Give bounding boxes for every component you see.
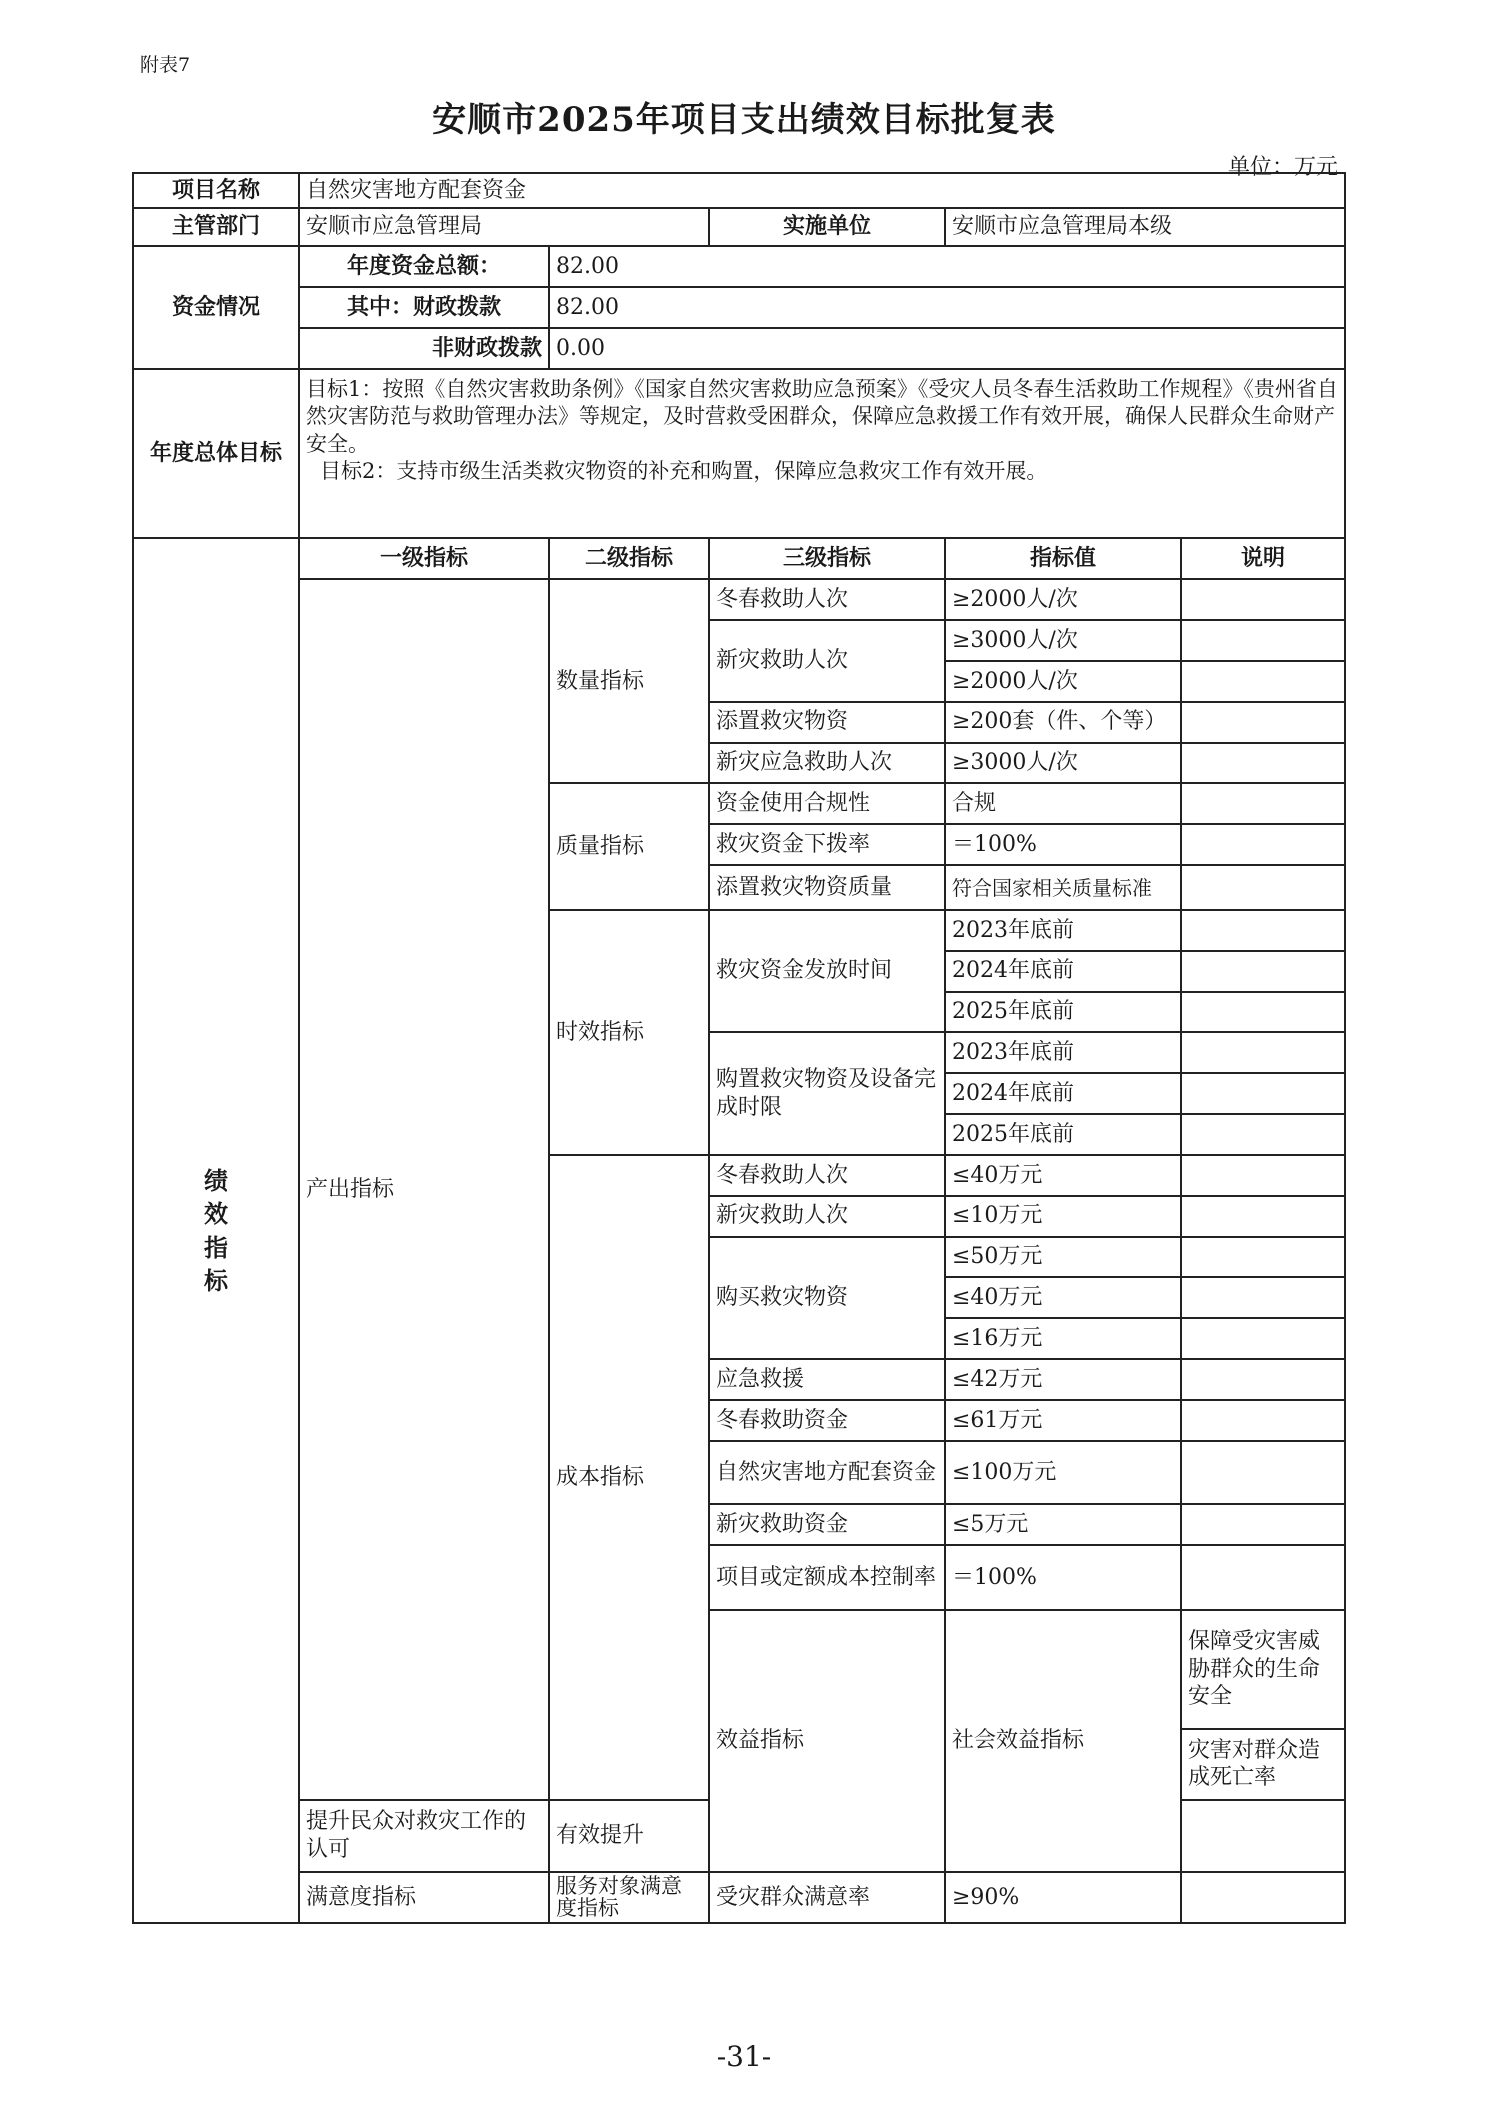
note-cell <box>1181 702 1345 743</box>
impl-unit-label: 实施单位 <box>709 208 945 247</box>
project-name-value: 自然灾害地方配套资金 <box>299 173 1345 208</box>
value-cell: 2024年底前 <box>945 951 1181 992</box>
level3-cell: 救灾资金下拨率 <box>709 824 945 865</box>
level3-cell: 新灾救助人次 <box>709 620 945 702</box>
funds-total-value: 82.00 <box>549 246 1345 287</box>
funds-total-label: 年度资金总额： <box>299 246 549 287</box>
value-cell: ≤61万元 <box>945 1400 1181 1441</box>
timeliness-indicators: 时效指标 <box>549 910 709 1155</box>
note-cell <box>1181 992 1345 1033</box>
note-cell <box>1181 1441 1345 1504</box>
note-cell <box>1181 951 1345 992</box>
note-cell <box>1181 1504 1345 1545</box>
funds-fiscal-label: 其中：财政拨款 <box>299 287 549 328</box>
level3-cell: 项目或定额成本控制率 <box>709 1545 945 1610</box>
value-cell: ＝100% <box>945 1545 1181 1610</box>
value-cell: 2023年底前 <box>945 910 1181 951</box>
funds-fiscal-value: 82.00 <box>549 287 1345 328</box>
note-cell <box>1181 1114 1345 1155</box>
value-cell: ≤40万元 <box>945 1277 1181 1318</box>
value-cell: 2023年底前 <box>945 1032 1181 1073</box>
note-cell <box>1181 1277 1345 1318</box>
annual-goals-label: 年度总体目标 <box>133 369 299 538</box>
level3-cell: 购买救灾物资 <box>709 1237 945 1359</box>
level3-cell: 冬春救助资金 <box>709 1400 945 1441</box>
value-cell: ＝100% <box>945 824 1181 865</box>
page-title: 安顺市2025年项目支出绩效目标批复表 <box>432 100 1056 140</box>
goal-1: 目标1：按照《自然灾害救助条例》《国家自然灾害救助应急预案》《受灾人员冬春生活救助工作规程》《贵州省自然灾害防范与救助管理办法》等规定，及时营救受困群众，保障应急救援工作有效开展，确保人民群众生命财产安全。 <box>306 376 1338 456</box>
level3-cell: 新灾救助资金 <box>709 1504 945 1545</box>
funds-nonfiscal-value: 0.00 <box>549 328 1345 369</box>
value-cell: 2025年底前 <box>945 1114 1181 1155</box>
attachment-label: 附表7 <box>140 54 191 76</box>
value-cell: 2025年底前 <box>945 992 1181 1033</box>
output-indicators: 产出指标 <box>299 579 549 1800</box>
level3-cell: 灾害对群众造成死亡率 <box>1181 1729 1345 1800</box>
level3-cell: 添置救灾物资 <box>709 702 945 743</box>
note-cell <box>1181 1155 1345 1196</box>
impl-unit-value: 安顺市应急管理局本级 <box>945 208 1345 247</box>
value-cell: ≤10万元 <box>945 1196 1181 1237</box>
funds-nonfiscal-label: 非财政拨款 <box>299 328 549 369</box>
benefit-indicators: 效益指标 <box>709 1610 945 1871</box>
note-cell <box>1181 1237 1345 1278</box>
value-cell: ≥3000人/次 <box>945 620 1181 661</box>
level3-cell: 新灾救助人次 <box>709 1196 945 1237</box>
value-cell: ≥2000人/次 <box>945 579 1181 620</box>
note-cell <box>1181 1196 1345 1237</box>
level3-cell: 受灾群众满意率 <box>709 1872 945 1923</box>
value-cell: ≥200套（件、个等） <box>945 702 1181 743</box>
value-cell: ≥2000人/次 <box>945 661 1181 702</box>
value-cell: ≤100万元 <box>945 1441 1181 1504</box>
value-cell: ≤5万元 <box>945 1504 1181 1545</box>
quality-indicators: 质量指标 <box>549 783 709 910</box>
value-cell: ≤42万元 <box>945 1359 1181 1400</box>
note-cell <box>1181 1400 1345 1441</box>
goal-2: 目标2：支持市级生活类救灾物资的补充和购置，保障应急救灾工作有效开展。 <box>320 458 1048 483</box>
header-level1: 一级指标 <box>299 538 549 579</box>
note-cell <box>1181 620 1345 661</box>
unit-label: 单位：万元 <box>1227 155 1338 180</box>
satisfaction-indicators: 满意度指标 <box>299 1872 549 1923</box>
service-satisfaction-indicators: 服务对象满意度指标 <box>549 1872 709 1923</box>
note-cell <box>1181 1545 1345 1610</box>
note-cell <box>1181 1800 1345 1871</box>
header-level2: 二级指标 <box>549 538 709 579</box>
quantity-indicators: 数量指标 <box>549 579 709 783</box>
note-cell <box>1181 824 1345 865</box>
level3-cell: 救灾资金发放时间 <box>709 910 945 1032</box>
note-cell <box>1181 1032 1345 1073</box>
value-cell: ≤50万元 <box>945 1237 1181 1278</box>
value-cell: ≥3000人/次 <box>945 743 1181 784</box>
note-cell <box>1181 661 1345 702</box>
header-note: 说明 <box>1181 538 1345 579</box>
value-cell: ≥90% <box>945 1872 1181 1923</box>
value-cell: 合规 <box>945 783 1181 824</box>
note-cell <box>1181 743 1345 784</box>
value-cell: ≤16万元 <box>945 1318 1181 1359</box>
performance-table <box>132 172 1346 1924</box>
social-benefit-indicators: 社会效益指标 <box>945 1610 1181 1871</box>
value-cell: 2024年底前 <box>945 1073 1181 1114</box>
project-name-label: 项目名称 <box>133 173 299 208</box>
level3-cell: 保障受灾害威胁群众的生命安全 <box>1181 1610 1345 1728</box>
header-value: 指标值 <box>945 538 1181 579</box>
level3-cell: 应急救援 <box>709 1359 945 1400</box>
level3-cell: 资金使用合规性 <box>709 783 945 824</box>
annual-goals-text <box>299 369 1345 538</box>
note-cell <box>1181 1359 1345 1400</box>
funds-label: 资金情况 <box>133 246 299 368</box>
level3-cell: 自然灾害地方配套资金 <box>709 1441 945 1504</box>
note-cell <box>1181 783 1345 824</box>
level3-cell: 购置救灾物资及设备完成时限 <box>709 1032 945 1154</box>
level3-cell: 添置救灾物资质量 <box>709 865 945 910</box>
dept-value: 安顺市应急管理局 <box>299 208 709 247</box>
level3-cell: 提升民众对救灾工作的认可 <box>299 1800 549 1871</box>
perf-indicators-label: 绩 效 指 标 <box>133 538 299 1923</box>
level3-cell: 新灾应急救助人次 <box>709 743 945 784</box>
note-cell <box>1181 1073 1345 1114</box>
cost-indicators: 成本指标 <box>549 1155 709 1800</box>
value-cell: 有效提升 <box>549 1800 709 1871</box>
note-cell <box>1181 910 1345 951</box>
note-cell <box>1181 865 1345 910</box>
note-cell <box>1181 1872 1345 1923</box>
dept-label: 主管部门 <box>133 208 299 247</box>
level3-cell: 冬春救助人次 <box>709 579 945 620</box>
page-number: -31- <box>716 2040 772 2073</box>
header-level3: 三级指标 <box>709 538 945 579</box>
note-cell <box>1181 1318 1345 1359</box>
level3-cell: 冬春救助人次 <box>709 1155 945 1196</box>
value-cell: 符合国家相关质量标准 <box>945 865 1181 910</box>
value-cell: ≤40万元 <box>945 1155 1181 1196</box>
note-cell <box>1181 579 1345 620</box>
